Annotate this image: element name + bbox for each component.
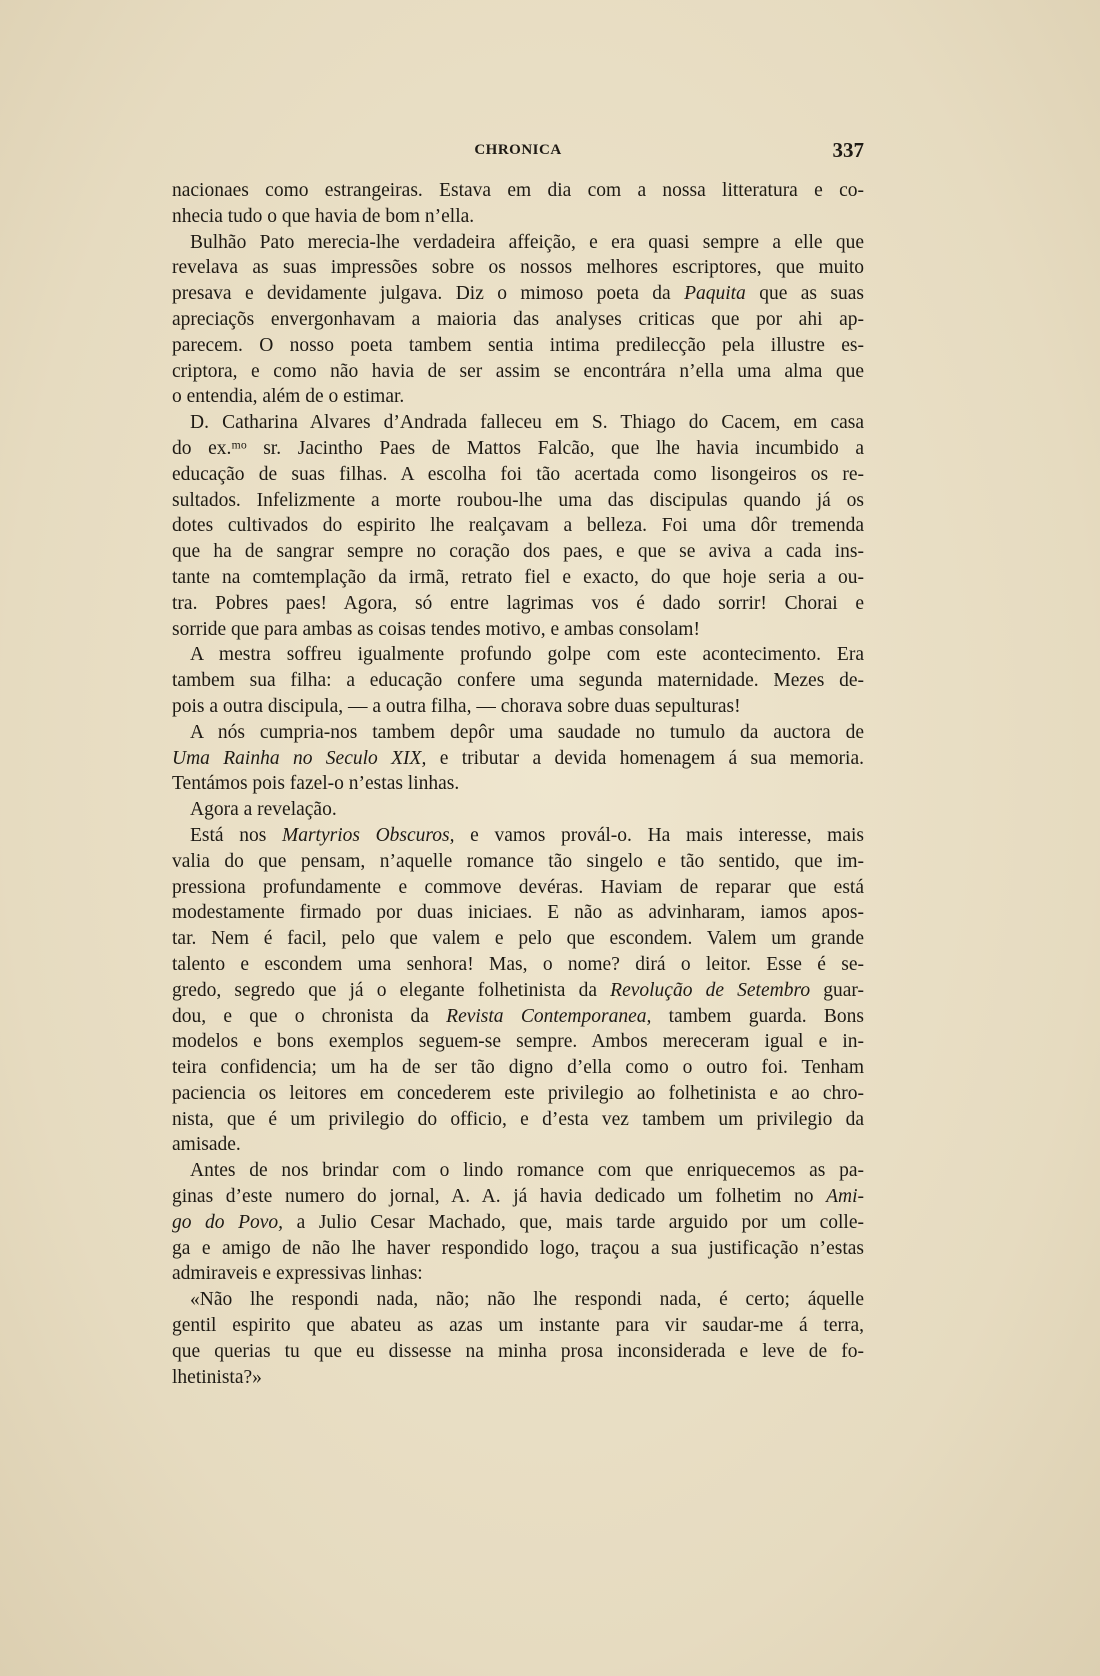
text-line: «Não lhe respondi nada, não; não lhe respondi nada, é certo; áquelle <box>190 1289 864 1311</box>
text-segment: a Julio Cesar Machado, que, mais tarde arguido por um colle- <box>283 1211 864 1233</box>
page-header <box>172 138 864 168</box>
text-line: ga e amigo de não lhe haver respondido logo, traçou a sua justificação n’estas <box>172 1237 864 1259</box>
text-line: lhetinista?» <box>172 1366 262 1388</box>
text-line: que ha de sangrar sempre no coração dos paes, e que se aviva a cada ins- <box>172 541 864 563</box>
text-line: pressiona profundamente e commove devéras. Haviam de reparar que está <box>172 876 864 898</box>
text-line: valia do que pensam, n’aquelle romance tão singelo e tão sentido, que im- <box>172 850 864 872</box>
italic-title: Martyrios Obscuros, <box>281 824 455 846</box>
text-segment: que as suas <box>745 283 864 305</box>
text-line: apreciaçõs envergonhavam a maioria das analyses criticas que por ahi ap- <box>172 308 864 330</box>
text-line: D. Catharina Alvares d’Andrada falleceu em S. Thiago do Cacem, em casa <box>190 412 864 434</box>
text-line: nhecia tudo o que havia de bom n’ella. <box>172 205 475 227</box>
text-segment: tambem guarda. Bons <box>651 1005 864 1027</box>
text-line: tambem sua filha: a educação confere uma segunda maternidade. Mezes de- <box>172 670 864 692</box>
text-line: tante na comtemplação da irmã, retrato fiel e exacto, do que hoje seria a ou- <box>172 566 864 588</box>
text-line: A mestra soffreu igualmente profundo golpe com este acontecimento. Era <box>190 644 864 666</box>
text-segment: e tributar a devida homenagem á sua memoria. <box>426 747 864 769</box>
text-line: tra. Pobres paes! Agora, só entre lagrimas vos é dado sorrir! Chorai e <box>172 592 864 614</box>
text-line <box>172 1004 864 1030</box>
text-line <box>172 1210 864 1236</box>
text-segment: ginas d’este numero do jornal, A. A. já havia dedicado um folhetim no <box>172 1186 827 1208</box>
text-line: sultados. Infelizmente a morte roubou-lhe uma das discipulas quando já os <box>172 489 864 511</box>
text-line <box>172 978 864 1004</box>
text-line: nista, que é um privilegio do officio, e d’esta vez tambem um privilegio da <box>172 1108 864 1130</box>
text-segment: presava e devidamente julgava. Diz o mimoso poeta da <box>172 283 685 305</box>
text-segment: guar- <box>810 979 864 1001</box>
text-line: Tentámos pois fazel-o n’estas linhas. <box>172 773 460 795</box>
text-line <box>172 746 864 772</box>
text-line: tar. Nem é facil, pelo que valem e pelo que escondem. Valem um grande <box>172 928 864 950</box>
text-line: A nós cumpria-nos tambem depôr uma saudade no tumulo da auctora de <box>190 721 864 743</box>
italic-title: Ami- <box>826 1186 864 1208</box>
text-line: pois a outra discipula, — a outra filha, — chorava sobre duas sepulturas! <box>172 695 741 717</box>
text-line: amisade. <box>172 1134 241 1156</box>
text-line: nacionaes como estrangeiras. Estava em dia com a nossa litteratura e co- <box>172 180 864 201</box>
text-line: sorride que para ambas as coisas tendes motivo, e ambas consolam! <box>172 618 700 640</box>
text-line: admiraveis e expressivas linhas: <box>172 1263 423 1285</box>
italic-title: Uma Rainha no Seculo XIX, <box>172 747 427 769</box>
text-line: paciencia os leitores em concederem este privilegio ao folhetinista e ao chro- <box>172 1082 864 1104</box>
text-line <box>172 823 864 849</box>
text-line <box>172 1184 864 1210</box>
italic-title: Revista Contemporanea, <box>446 1005 652 1027</box>
text-line: talento e escondem uma senhora! Mas, o nome? dirá o leitor. Esse é se- <box>172 953 864 975</box>
text-line: educação de suas filhas. A escolha foi tão acertada como lisongeiros os re- <box>172 463 864 485</box>
text-line: teira confidencia; um ha de ser tão digno d’ella como o outro foi. Tenham <box>172 1057 864 1079</box>
text-line: Agora a revelação. <box>190 799 337 821</box>
text-line: revelava as suas impressões sobre os nossos melhores escriptores, que muito <box>172 257 864 279</box>
text-line: criptora, e como não havia de ser assim se encontrára n’ella uma alma que <box>172 360 864 382</box>
text-line: modestamente firmado por duas iniciaes. E não as advinharam, iamos apos- <box>172 902 864 924</box>
text-segment: e vamos provál-o. Ha mais interesse, mais <box>454 824 864 846</box>
text-line: do ex.ᵐᵒ sr. Jacintho Paes de Mattos Falcão, que lhe havia incumbido a <box>172 437 864 459</box>
running-head: CHRONICA <box>474 142 562 158</box>
text-line: dotes cultivados do espirito lhe realçavam a belleza. Foi uma dôr tremenda <box>172 515 864 537</box>
body-text <box>172 178 864 1390</box>
text-segment: gredo, segredo que já o elegante folhetinista da <box>172 979 611 1001</box>
text-line: Antes de nos brindar com o lindo romance com que enriquecemos as pa- <box>190 1160 864 1182</box>
text-segment: dou, e que o chronista da <box>172 1005 447 1027</box>
text-line: que querias tu que eu dissesse na minha prosa inconsiderada e leve de fo- <box>172 1340 864 1362</box>
text-line: gentil espirito que abateu as azas um instante para vir saudar-me á terra, <box>172 1315 864 1337</box>
italic-title: Paquita <box>684 283 746 305</box>
text-line: modelos e bons exemplos seguem-se sempre. Ambos mereceram igual e in- <box>172 1031 864 1053</box>
text-line: Bulhão Pato merecia-lhe verdadeira affeição, e era quasi sempre a elle que <box>190 231 864 253</box>
page-number: 337 <box>832 138 864 162</box>
text-line <box>172 281 864 307</box>
text-line: parecem. O nosso poeta tambem sentia intima predilecção pela illustre es- <box>172 334 864 356</box>
text-segment: Está nos <box>190 824 282 846</box>
italic-title: Revolução de Setembro <box>610 979 811 1001</box>
text-line: o entendia, além de o estimar. <box>172 386 405 408</box>
italic-title: go do Povo, <box>172 1211 284 1233</box>
